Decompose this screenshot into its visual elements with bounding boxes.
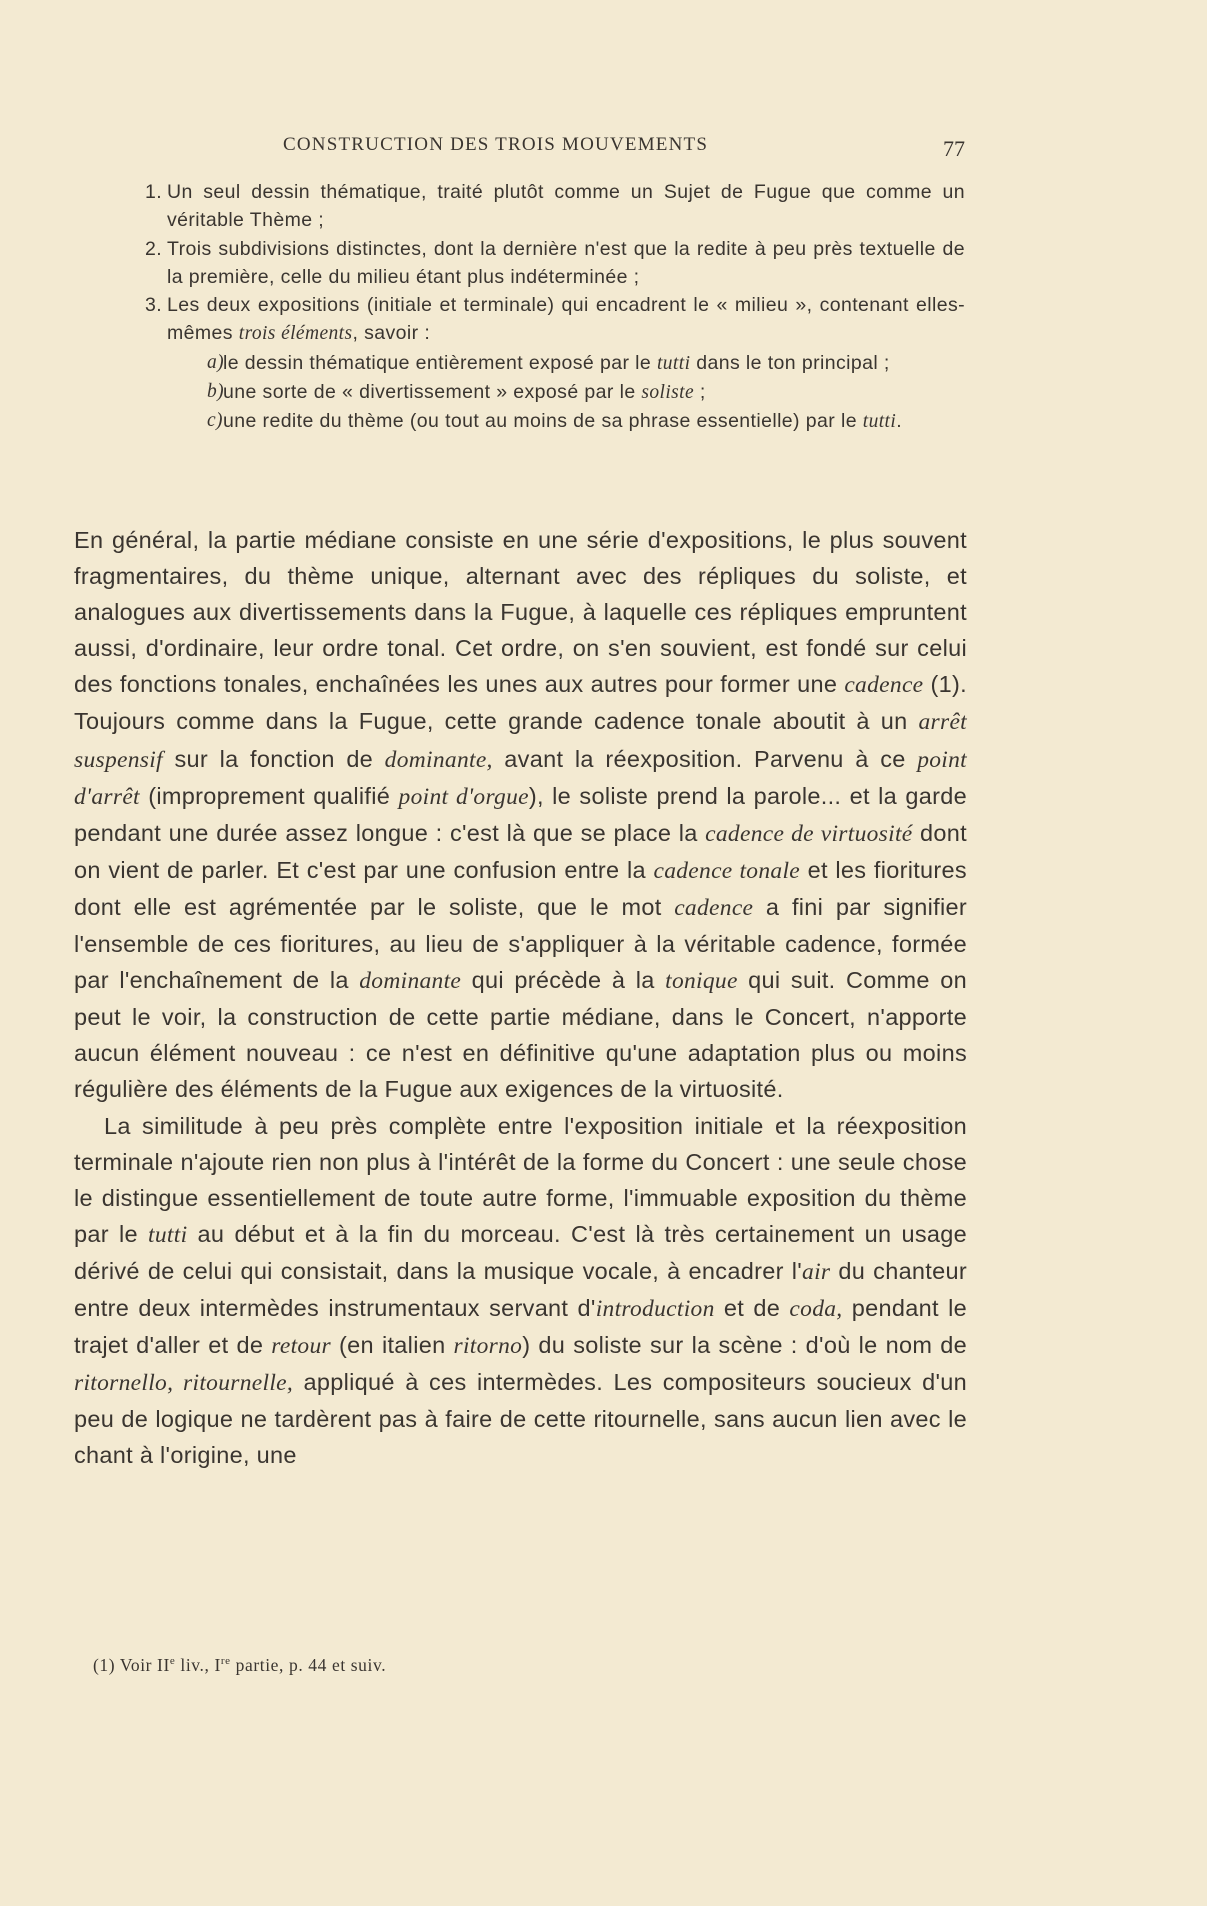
emphasis: coda, [789, 1295, 843, 1322]
list-text: Trois subdivisions distinctes, dont la dernière n'est que la redite à peu près textuelle de la première, celle du milieu étant plus indéterminée ; [167, 237, 965, 288]
text-run: dont on vient de parler. Et c'est par une confusion entre la [74, 819, 967, 883]
numbered-list [145, 178, 965, 437]
sub-item-text: ; [694, 381, 706, 404]
paragraph [74, 522, 967, 1108]
emphasis: tonique [665, 968, 738, 995]
sub-item-text: une redite du thème (ou tout au moins de sa phrase essentielle) par le [223, 410, 863, 433]
footnote-superscript: re [220, 1655, 231, 1668]
sub-item-emphasis: soliste [641, 382, 695, 404]
emphasis: cadence de virtuosité [705, 820, 913, 847]
list-item [145, 291, 965, 349]
sub-item [145, 407, 965, 436]
list-text-emphasis: trois éléments [238, 323, 353, 345]
footnote-superscript: e [169, 1655, 176, 1668]
footnote-text: liv., I [175, 1655, 221, 1675]
text-run: et les fioritures dont elle est agrémentée par le soliste, que le mot [74, 856, 967, 920]
emphasis: air [802, 1258, 831, 1285]
text-run: qui suit. Comme on peut le voir, la construction de cette partie médiane, dans le Concert, n'apporte aucun élément nouveau : ce n'est en définitive qu'une adaptation plus ou moins régulière des éléments de la Fugue aux exigences de la virtuosité. [74, 967, 967, 1103]
text-run: appliqué à ces intermèdes. Les compositeurs soucieux d'un peu de logique ne tardèrent pas à faire de cette ritournelle, sans aucun lien avec le chant à l'origine, une [74, 1369, 967, 1469]
text-run: (en italien [330, 1332, 454, 1359]
page-number: 77 [943, 136, 965, 161]
emphasis: introduction [595, 1295, 715, 1322]
text-run: qui précède à la [461, 967, 666, 994]
emphasis: arrêt suspensif [74, 709, 967, 773]
emphasis: cadence [844, 672, 924, 699]
emphasis: ritornello, ritournelle, [74, 1370, 294, 1397]
sub-item-emphasis: tutti [656, 352, 691, 374]
sub-item [145, 349, 965, 378]
text-run: sur la fonction de [162, 745, 385, 772]
emphasis: point d'orgue [398, 783, 529, 810]
footnote [93, 1655, 386, 1676]
sub-item-emphasis: tutti [862, 411, 897, 433]
sub-item-label: b) [207, 381, 225, 403]
sub-item-text: une sorte de « divertissement » exposé par le [223, 381, 642, 404]
text-run: ), le soliste prend la parole... et la garde pendant une durée assez longue : c'est là que se place la [74, 782, 968, 846]
list-number: 1. [145, 181, 163, 203]
emphasis: retour [271, 1333, 331, 1360]
list-item [145, 178, 965, 235]
list-text: Un seul dessin thématique, traité plutôt comme un Sujet de Fugue que comme un véritable Thème ; [167, 181, 965, 232]
list-text: , savoir : [352, 322, 431, 345]
list-text: Les deux expositions (initiale et terminale) qui encadrent le « milieu », contenant elles-mêmes [167, 294, 965, 345]
running-head [0, 134, 1207, 164]
footnote-text: (1) Voir II [93, 1655, 170, 1675]
list-number: 3. [145, 294, 163, 317]
emphasis: dominante [359, 968, 462, 995]
text-run: ) du soliste sur la scène : d'où le nom de [522, 1332, 967, 1359]
sub-item-text: dans le ton principal ; [690, 351, 890, 374]
sub-item [145, 378, 965, 407]
sub-item-label: c) [207, 410, 223, 432]
chapter-title: CONSTRUCTION DES TROIS MOUVEMENTS [283, 134, 709, 155]
sub-item-text: . [896, 410, 903, 433]
text-run: (1). Toujours comme dans la Fugue, cette grande cadence tonale aboutit à un [74, 671, 967, 735]
emphasis: cadence [674, 894, 754, 921]
text-run: avant la réexposition. Parvenu à ce [492, 745, 918, 772]
sub-item-label: a) [207, 351, 225, 373]
text-run: La similitude à peu près complète entre l'exposition initiale et la réexposition terminale n'ajoute rien non plus à l'intérêt de la forme du Concert : une seule chose le distingue essentiellement de toute autre forme, l'immuable exposition du thème par le [74, 1112, 967, 1247]
emphasis: tutti [148, 1221, 188, 1248]
text-run: au début et à la fin du morceau. C'est là très certainement un usage dérivé de celui qui consistait, dans la musique vocale, à encadrer l' [74, 1220, 967, 1284]
text-run: En général, la partie médiane consiste en une série d'expositions, le plus souvent fragmentaires, du thème unique, alternant avec des répliques du soliste, et analogues aux divertissements dans la Fugue, à laquelle ces répliques empruntent aussi, d'ordinaire, leur ordre tonal. Cet ordre, on s'en souvient, est fondé sur celui des fonctions tonales, enchaînées les unes aux autres pour former une [74, 527, 967, 698]
text-run: pendant le trajet d'aller et de [74, 1294, 967, 1359]
text-run: et de [714, 1294, 790, 1321]
text-run: du chanteur entre deux intermèdes instrumentaux servant d' [74, 1257, 967, 1321]
paragraph [74, 1108, 967, 1474]
emphasis: cadence tonale [653, 857, 800, 884]
emphasis: point d'arrêt [74, 746, 968, 810]
footnote-text: partie, p. 44 et suiv. [230, 1655, 387, 1675]
text-run: (improprement qualifié [139, 782, 399, 809]
list-item [145, 235, 965, 292]
emphasis: ritorno [453, 1333, 523, 1360]
emphasis: dominante, [384, 746, 493, 773]
text-run: a fini par signifier l'ensemble de ces fioritures, au lieu de s'appliquer à la véritable cadence, formée par l'enchaînement de la [74, 893, 968, 994]
sub-item-text: le dessin thématique entièrement exposé par le [223, 351, 657, 374]
body-text [74, 522, 967, 1473]
list-number: 2. [145, 237, 163, 260]
